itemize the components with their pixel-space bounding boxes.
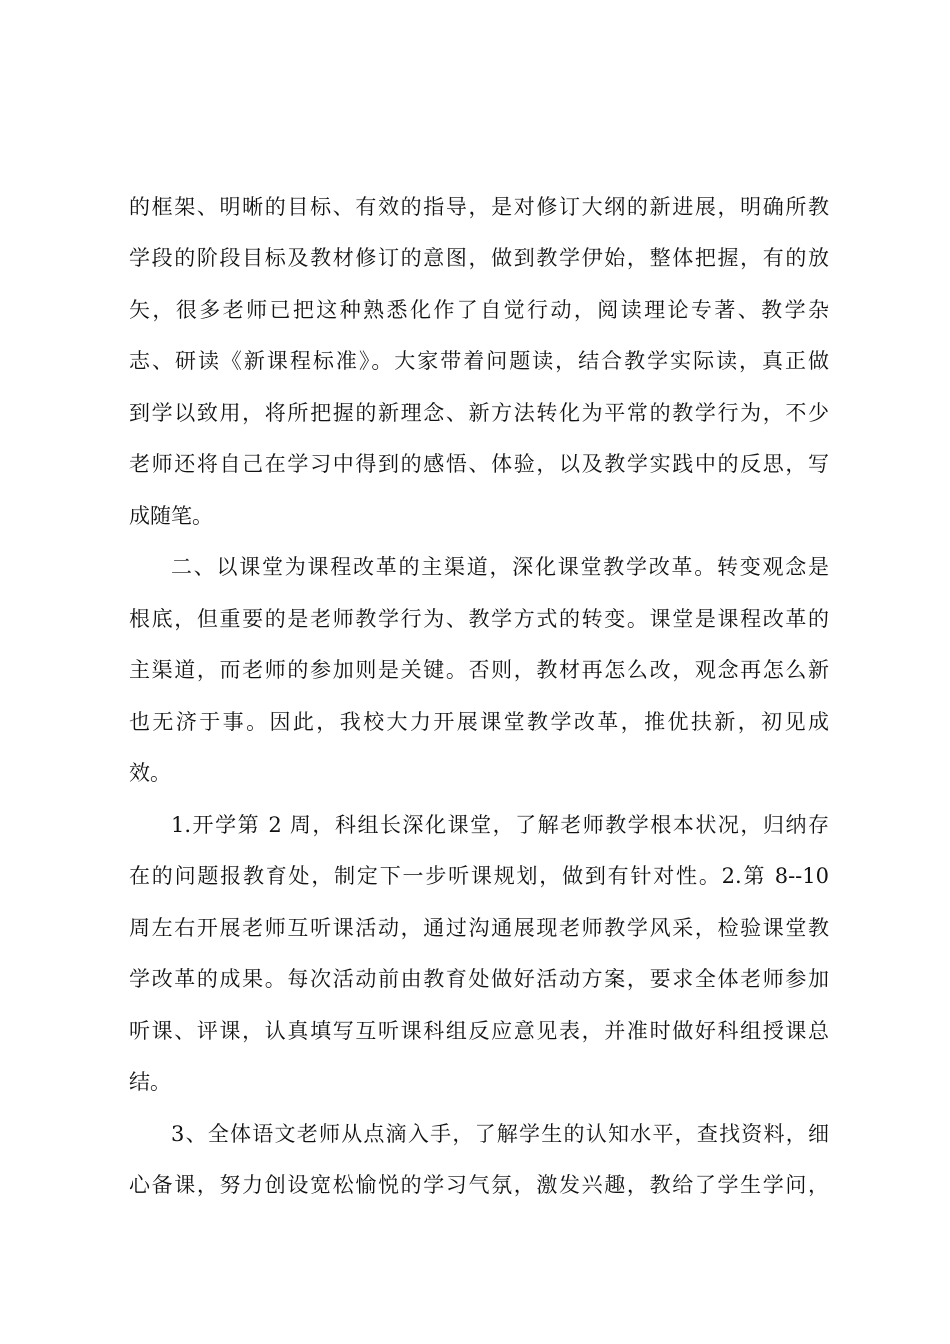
paragraph-line: 主渠道，而老师的参加则是关键。否则，教材再怎么改，观念再怎么新 [129,658,829,682]
list-item-line: 1.开学第 2 周，科组长深化课堂，了解老师教学根本状况，归纳存 [171,813,829,837]
paragraph-line: 在的问题报教育处，制定下一步听课规划，做到有针对性。2.第 8--10 [129,864,829,888]
paragraph-line: 老师还将自己在学习中得到的感悟、体验，以及教学实践中的反思，写 [129,452,829,476]
section-heading-line: 二、以课堂为课程改革的主渠道，深化课堂教学改革。转变观念是 [171,555,829,579]
paragraph-line: 成随笔。 [129,504,213,528]
paragraph-line: 根底，但重要的是老师教学行为、教学方式的转变。课堂是课程改革的 [129,607,829,631]
paragraph-line: 结。 [129,1070,171,1094]
paragraph-line: 到学以致用，将所把握的新理念、新方法转化为平常的教学行为，不少 [129,401,829,425]
paragraph-line: 心备课，努力创设宽松愉悦的学习气氛，激发兴趣，教给了学生学问， [129,1173,829,1197]
list-item-line: 3、全体语文老师从点滴入手，了解学生的认知水平，查找资料，细 [171,1122,829,1146]
paragraph-line: 学段的阶段目标及教材修订的意图，做到教学伊始，整体把握，有的放 [129,246,829,270]
paragraph-line: 周左右开展老师互听课活动，通过沟通展现老师教学风采，检验课堂教 [129,916,829,940]
paragraph-line: 志、研读《新课程标准》。大家带着问题读，结合教学实际读，真正做 [129,349,829,373]
paragraph-line: 也无济于事。因此，我校大力开展课堂教学改革，推优扶新，初见成 [129,710,829,734]
paragraph-line: 的框架、明晰的目标、有效的指导，是对修订大纲的新进展，明确所教 [129,195,829,219]
paragraph-line: 效。 [129,761,171,785]
paragraph-line: 学改革的成果。每次活动前由教育处做好活动方案，要求全体老师参加 [129,967,829,991]
paragraph-line: 矢，很多老师已把这种熟悉化作了自觉行动，阅读理论专著、教学杂 [129,298,829,322]
paragraph-line: 听课、评课，认真填写互听课科组反应意见表，并准时做好科组授课总 [129,1019,829,1043]
